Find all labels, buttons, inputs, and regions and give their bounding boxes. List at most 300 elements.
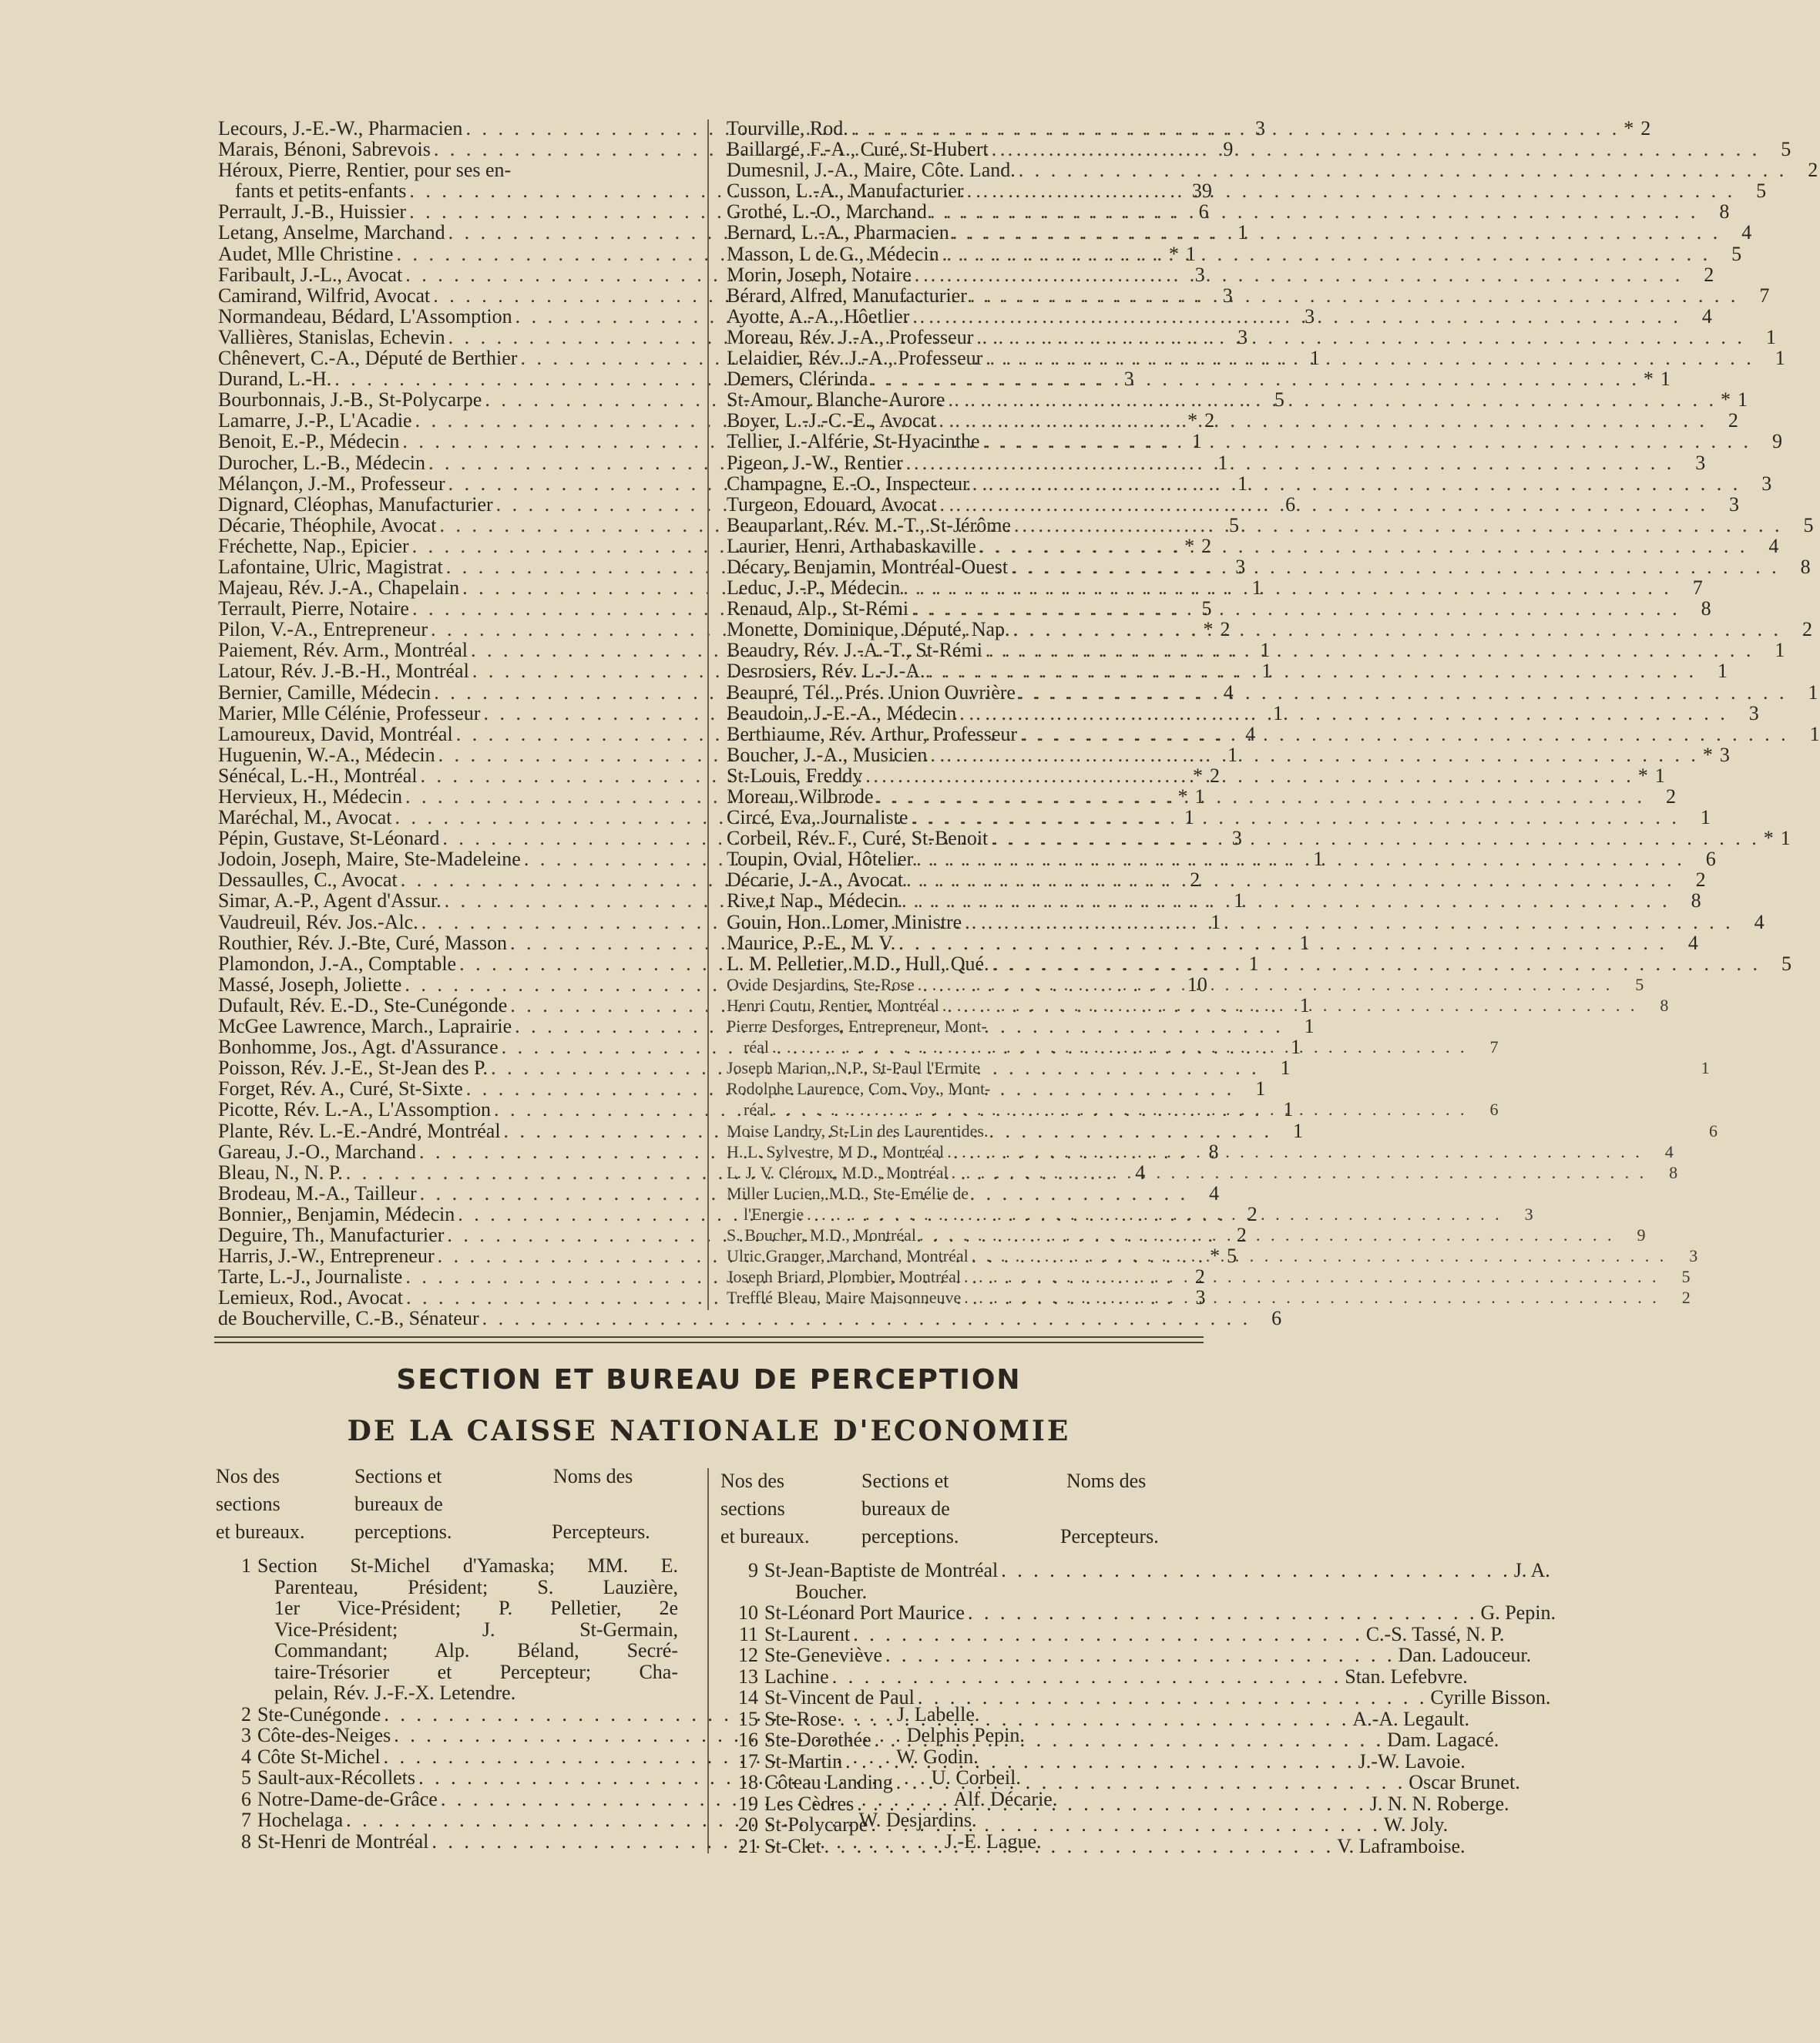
leader-dots: [982, 640, 1758, 660]
leader-dots: [989, 953, 1765, 974]
col-head-line: bureaux de: [861, 1497, 950, 1520]
entry-name: Camirand, Wilfrid, Avocat: [218, 284, 431, 307]
entry-name: Plamondon, J.-A., Comptable: [218, 952, 457, 975]
leader-dots: [949, 222, 1724, 243]
entry-name: Henri Coutu, Rentier, Montréal: [727, 995, 939, 1015]
perception-number: 10: [738, 1601, 758, 1624]
entry-star: *: [1624, 117, 1634, 139]
col-head-line: Sections et: [354, 1465, 442, 1487]
entry-name: Perrault, J.-B., Huissier: [218, 200, 407, 223]
leader-dots: [965, 1602, 1481, 1624]
perception-item: [730, 1707, 1470, 1730]
entry-number: 3: [1761, 472, 1772, 495]
entry-name: Pigeon, J.-W., Rentier: [727, 451, 903, 474]
perception-item-line: [223, 1555, 678, 1577]
perception-item-line: [223, 1577, 678, 1598]
entry-name: Beaudoin, J.-E.-A., Médecin: [727, 701, 957, 724]
entry-name: réal: [744, 1100, 769, 1120]
col-head-line: et bureaux.: [216, 1520, 305, 1543]
entry-star: *: [1177, 785, 1188, 808]
entry-name: Maréchal, M., Avocat: [218, 806, 392, 829]
list-item: [727, 1078, 1198, 1099]
percepteur-name: W. Godin.: [896, 1745, 979, 1768]
entry-star: *: [1184, 534, 1195, 557]
leader-dots: [842, 1751, 1358, 1773]
leader-dots: [874, 786, 1649, 807]
entry-name: Ayotte, A.-A., Hôetlier: [727, 304, 910, 328]
entry-name: Lecours, J.-E.-W., Pharmacien: [218, 117, 463, 139]
entry-name: Ovide Desjardins, Ste-Rose: [727, 974, 915, 994]
leader-dots: [1011, 515, 1786, 536]
col-head-line: Nos des: [216, 1465, 280, 1487]
leader-dots: [969, 1245, 1671, 1266]
section-place: Notre-Dame-de-Grâce: [257, 1787, 438, 1810]
list-item: [727, 618, 1813, 641]
list-item: [727, 117, 1651, 139]
perception-item: [730, 1644, 1532, 1666]
entry-name: St-Amour, Blanche-Aurore: [727, 388, 945, 412]
section-place: St-Clet: [764, 1834, 821, 1857]
entry-number: 2: [1704, 263, 1714, 286]
entry-number: 6: [1705, 848, 1716, 871]
entry-name: Vallières, Stanislas, Echevin: [218, 325, 445, 348]
entry-number: 4: [1768, 534, 1779, 557]
list-item: [727, 534, 1779, 557]
entry-star: *: [1720, 388, 1731, 412]
entry-name: Latour, Rév. J.-B.-H., Montréal: [218, 660, 469, 683]
entry-number: 8: [1669, 1162, 1678, 1182]
list-item: [727, 806, 1711, 829]
perception-text: [764, 1793, 1509, 1815]
perception-number: 7: [241, 1809, 251, 1831]
list-item: [727, 931, 1698, 954]
entry-name: Tourville, Rod.: [727, 117, 848, 139]
list-item: [727, 869, 1706, 892]
percepteur-name: J.-E. Lague.: [944, 1830, 1042, 1853]
entry-name: Demers, Clérinda: [727, 368, 868, 391]
entry-number: 1: [1280, 1057, 1291, 1080]
perception-text: Commandant; Alp. Béland, Secré-: [274, 1639, 678, 1662]
entry-name: Dumesnil, J.-A., Maire, Côte. Land.: [727, 159, 1016, 182]
entry-number: 5: [1201, 597, 1212, 620]
entry-number: 2: [1808, 159, 1818, 182]
section-subtitle: DE LA CAISSE NATIONALE D'ECONOMIE: [347, 1415, 1071, 1447]
list-item: [727, 368, 1671, 391]
entry-number: 4: [1245, 722, 1256, 745]
leader-dots: [1008, 556, 1783, 577]
entry-number: 3: [1194, 263, 1205, 286]
col-head-line: sections: [216, 1493, 280, 1515]
perception-text: [764, 1772, 1520, 1793]
entry-name: Renaud, Alp., St-Rémi: [727, 597, 909, 620]
col-head-line: sections: [720, 1497, 785, 1520]
list-item: [727, 974, 1644, 995]
entry-number: 1: [1291, 1036, 1301, 1059]
entry-name: Picotte, Rév. L.-A., L'Assomption: [218, 1098, 491, 1121]
leader-dots: [925, 660, 1701, 681]
list-item: [727, 304, 1712, 328]
entry-name: Bonnier,, Benjamin, Médecin: [218, 1202, 455, 1225]
list-item: [727, 660, 1728, 683]
entry-number: 5: [1228, 513, 1239, 536]
list-item: [727, 952, 1792, 975]
entry-name: Moreau, Rév. J.-A., Professeur: [727, 325, 974, 348]
list-item: [727, 492, 1739, 516]
entry-number: 1: [1211, 910, 1221, 933]
entry-number: 7: [1489, 1037, 1499, 1057]
leader-dots: [949, 1162, 1650, 1183]
list-item: [727, 263, 1714, 286]
entry-star: *: [1702, 743, 1713, 766]
entry-name: Pilon, V.-A., Entrepreneur: [218, 618, 428, 641]
list-item: [727, 1287, 1691, 1308]
entry-name: Mélançon, J.-M., Professeur: [218, 472, 445, 495]
entry-number: 10: [1187, 973, 1207, 996]
leader-dots: [988, 828, 1763, 848]
perception-number: 1: [241, 1554, 251, 1577]
entry-number: 6: [1489, 1100, 1499, 1120]
entry-name: Lamarre, J.-P., L'Acadie: [218, 409, 412, 432]
leader-dots: [868, 1814, 1384, 1836]
entry-number: 1: [1248, 952, 1259, 975]
entry-number: 5: [1756, 180, 1767, 203]
col-head-line: bureaux de: [354, 1493, 443, 1515]
entry-name: Durand, L.-H.: [218, 368, 332, 391]
entry-name: fants et petits-enfants: [235, 180, 407, 203]
section-place: St-Jean-Baptiste de Montréal: [764, 1559, 999, 1581]
section-place: St-Vincent de Paul: [764, 1686, 915, 1709]
perception-text: [764, 1645, 1531, 1666]
entry-number: 3: [1123, 368, 1134, 391]
perception-text: [764, 1751, 1466, 1773]
entry-number: 1: [1227, 743, 1238, 766]
entry-number: 1: [1700, 806, 1711, 829]
leader-dots: [927, 744, 1702, 765]
list-item: [218, 160, 688, 180]
entry-name: Jodoin, Joseph, Maire, Ste-Madeleine: [218, 848, 521, 871]
leader-dots: [915, 1687, 1431, 1709]
entry-star: *: [1203, 618, 1214, 641]
percepteur-name: V. Laframboise.: [1337, 1834, 1466, 1857]
entry-name: Masson, L de G., Médecin: [727, 242, 939, 265]
entry-name: Forget, Rév. A., Curé, St-Sixte: [218, 1077, 463, 1100]
list-item: [727, 1183, 1198, 1204]
entry-name: Dufault, Rév. E.-D., Ste-Cunégonde: [218, 993, 508, 1016]
section-place: Les Cèdres: [764, 1792, 855, 1815]
leader-dots: [882, 1645, 1399, 1666]
col-head-line: Nos des: [720, 1470, 785, 1492]
perception-number: 9: [748, 1559, 758, 1581]
entry-name: réal: [744, 1037, 769, 1057]
entry-number: 1: [1660, 368, 1671, 391]
leader-dots: [967, 285, 1742, 306]
list-item: [727, 472, 1772, 495]
entry-name: Pierre Desforges, Entrepreneur, Mont-: [727, 1016, 987, 1037]
list-item: [727, 848, 1716, 871]
perception-text: Vice-Président; J. St-Germain,: [274, 1618, 678, 1641]
perception-text: [764, 1729, 1499, 1751]
leader-dots: [900, 577, 1675, 598]
perception-number: 21: [738, 1834, 758, 1857]
entry-number: 3: [1195, 1286, 1206, 1309]
perception-item-line: [223, 1662, 678, 1683]
double-rule-bottom: [214, 1342, 1204, 1343]
leader-dots: [989, 139, 1764, 160]
entry-name: Dessaulles, C., Avocat: [218, 869, 398, 892]
entry-name: St-Louis, Freddy: [727, 764, 863, 787]
entry-name: Turgeon, Edouard, Avocat: [727, 492, 937, 516]
entry-name: Bérard, Alfred, Manufacturier: [727, 284, 967, 307]
entry-name: Décarie, Théophile, Avocat: [218, 513, 437, 536]
entry-name: Routhier, Rév. J.-Bte, Curé, Masson: [218, 931, 507, 954]
entry-number: 2: [1802, 618, 1813, 641]
entry-number: 1: [1237, 221, 1248, 244]
leader-dots: [850, 1624, 1366, 1645]
entry-name: Gareau, J.-O., Marchand: [218, 1140, 417, 1163]
entry-name: Lafontaine, Ulric, Magistrat: [218, 555, 443, 578]
entry-name: Champagne, E.-O., Inspecteur: [727, 472, 969, 495]
entry-name: Majeau, Rév. J.-A., Chapelain: [218, 576, 460, 600]
entry-name: Poisson, Rév. J.-E., St-Jean des P.: [218, 1057, 489, 1080]
leader-dots: [1016, 682, 1791, 703]
entry-number: 1: [1237, 472, 1248, 495]
perception-number: 8: [241, 1830, 251, 1853]
entry-number: 2: [1190, 869, 1200, 892]
leader-dots: [944, 1141, 1646, 1162]
entry-number: 9: [1772, 430, 1783, 453]
percepteur-name: A.-A. Legault.: [1352, 1707, 1470, 1730]
list-item: [727, 242, 1742, 265]
entry-name: Miller Lucien, M.D., Ste-Emélie de: [727, 1183, 969, 1203]
leader-dots: [927, 201, 1702, 222]
leader-dots: [821, 1836, 1338, 1857]
section-place: Côte-des-Neiges: [257, 1724, 391, 1746]
entry-number: 4: [1209, 1181, 1220, 1205]
entry-name: Décarie, J.-A., Avocat: [727, 869, 904, 892]
entry-name: Sénécal, L.-H., Montréal: [218, 764, 418, 787]
leader-dots: [935, 410, 1711, 431]
perception-item-line: [223, 1640, 678, 1662]
entry-name: Beaupré, Tél., Prés. Union Ouvrière: [727, 680, 1016, 704]
perception-text: [764, 1624, 1504, 1645]
entry-number: 3: [1719, 743, 1730, 766]
entry-name: Chênevert, C.-A., Député de Berthier: [218, 347, 518, 370]
perception-number: 15: [738, 1707, 758, 1730]
leader-dots: [893, 1772, 1409, 1793]
entry-number: 5: [1681, 1267, 1691, 1287]
entry-name: Joseph Briard, Plombier, Montréal: [727, 1267, 962, 1287]
percepteur-name: Oscar Brunet.: [1409, 1771, 1520, 1793]
entry-name: Grothé, L.-O., Marchand: [727, 200, 927, 223]
section-title: SECTION ET BUREAU DE PERCEPTION: [396, 1364, 1022, 1396]
entry-star: *: [1643, 368, 1654, 391]
entry-star: *: [1637, 764, 1648, 787]
entry-number: 5: [1274, 388, 1284, 412]
perception-text: [764, 1560, 1550, 1581]
entry-number: 4: [1754, 910, 1765, 933]
perception-number: 11: [738, 1622, 758, 1645]
entry-name: Simar, A.-P., Agent d'Assur.: [218, 889, 442, 912]
entry-number: 5: [1781, 952, 1792, 975]
perception-number: 14: [738, 1686, 758, 1709]
leader-dots: [939, 244, 1714, 264]
entry-number: 2: [1236, 1223, 1247, 1246]
section-place: St-Léonard Port Maurice: [764, 1601, 965, 1624]
perception-item: [730, 1813, 1449, 1836]
col-head-line: Sections et: [861, 1470, 949, 1492]
perception-item: [730, 1559, 1550, 1581]
entry-name: S. Boucher, M.D., Montréal: [727, 1225, 916, 1245]
perception-text: pelain, Rév. J.-F.-X. Letendre.: [274, 1682, 516, 1704]
entry-name: l'Energie: [744, 1204, 804, 1224]
perception-item: [730, 1601, 1556, 1624]
col-head-line: Noms des: [1066, 1470, 1147, 1492]
entry-number: 1: [1299, 993, 1310, 1016]
percepteur-name: J. N. N. Roberge.: [1369, 1792, 1509, 1815]
entry-name: Desrosiers, Rév. L.-J.-A.: [727, 660, 925, 683]
list-item: [727, 1225, 1646, 1245]
entry-name: Fréchette, Nap., Epicier: [218, 534, 409, 557]
percepteur-name: U. Corbeil.: [931, 1766, 1021, 1789]
entry-number: 2: [1204, 409, 1215, 432]
entry-name: Berthiaume, Rév. Arthur, Professeur: [727, 722, 1018, 745]
entry-number: 5: [1803, 513, 1814, 536]
section-place: St-Laurent: [764, 1622, 851, 1645]
perception-number: 5: [241, 1766, 251, 1789]
entry-number: 8: [1719, 200, 1730, 223]
list-item: [727, 513, 1814, 536]
list-item: [727, 827, 1791, 850]
list-item: [727, 347, 1785, 370]
percepteur-name: W. Joly.: [1383, 1813, 1449, 1836]
entry-name: Plante, Rév. L.-E.-André, Montréal: [218, 1119, 501, 1142]
entry-name: Circé, Eva, Journaliste: [727, 806, 908, 829]
perception-text: [764, 1814, 1448, 1836]
entry-number: 4: [1687, 931, 1698, 954]
entry-name: Beauparlant, Rév. M.-T., St-Jérôme: [727, 513, 1011, 536]
double-rule-top: [214, 1336, 1204, 1338]
section-place: Côte St-Michel: [257, 1745, 381, 1768]
perception-item: [730, 1749, 1466, 1773]
list-item: [727, 451, 1706, 474]
entry-name: Moise Landry, St-Lin des Laurentides.: [727, 1121, 989, 1141]
entry-number: 1: [1191, 430, 1202, 453]
leader-dots: [769, 1037, 1471, 1057]
entry-name: Brodeau, M.-A., Tailleur: [218, 1181, 417, 1205]
leader-dots: [1016, 160, 1791, 180]
entry-name: Benoit, E.-P., Médecin: [218, 430, 400, 453]
entry-star: *: [1192, 764, 1203, 787]
entry-number: 1: [1185, 242, 1196, 265]
entry-number: 1: [1304, 1015, 1315, 1038]
entry-number: 1: [1737, 388, 1748, 412]
entry-name: McGee Lawrence, March., Laprairie: [218, 1015, 512, 1038]
entry-number: 8: [1800, 555, 1811, 578]
list-item: [727, 1204, 1533, 1225]
list-item: [727, 1099, 1499, 1120]
entry-name: Pépin, Gustave, St-Léonard: [218, 827, 440, 850]
entry-number: 1: [1217, 451, 1228, 474]
col-head-line: Noms des: [553, 1465, 633, 1487]
perception-item-line: [223, 1682, 678, 1704]
perception-text: [764, 1687, 1550, 1709]
list-item: [727, 1016, 1198, 1037]
entry-name: Deguire, Th., Manufacturier: [218, 1223, 445, 1246]
leader-dots: [980, 431, 1755, 452]
perception-item: [730, 1665, 1468, 1688]
perception-text: 1er Vice-Président; P. Pelletier, 2e: [274, 1597, 678, 1619]
entry-name: Tarte, L.-J., Journaliste: [218, 1265, 403, 1289]
perception-text: taire-Trésorier et Percepteur; Cha-: [274, 1660, 678, 1683]
perception-number: 4: [241, 1745, 251, 1768]
entry-number: 1: [1194, 785, 1205, 808]
section-place: Ste-Rose: [764, 1707, 837, 1730]
leader-dots: [903, 869, 1678, 890]
leader-dots: [939, 995, 1641, 1016]
list-item: [727, 701, 1759, 724]
perception-item: [730, 1729, 1499, 1751]
entry-number: 6: [1198, 200, 1209, 223]
entry-number: 1: [1780, 827, 1791, 850]
perception-number: 16: [738, 1729, 758, 1751]
entry-number: 3: [1748, 701, 1759, 724]
entry-name: Marais, Bénoni, Sabrevois: [218, 138, 431, 161]
leader-dots: [969, 473, 1744, 494]
list-item: [727, 430, 1783, 453]
perception-list-right: [730, 1559, 1556, 1857]
list-item: [727, 785, 1677, 808]
perception-number: 20: [738, 1813, 758, 1836]
entry-name: de Boucherville, C.-B., Sénateur: [218, 1307, 479, 1330]
entry-number: 3: [1729, 492, 1739, 516]
entry-name: Faribault, J.-L., Avocat: [218, 263, 403, 286]
entry-number: 3: [1237, 325, 1248, 348]
list-item: [727, 138, 1791, 161]
perception-number: 13: [738, 1665, 758, 1688]
list-item: [727, 910, 1765, 933]
entry-name: Rive,t Nap., Médecin: [727, 889, 899, 912]
percepteur-name: Boucher.: [795, 1580, 868, 1603]
entry-name: Boucher, J.-A., Musicien: [727, 743, 928, 766]
section-place: Ste-Dorothée: [764, 1729, 871, 1751]
percepteur-name: J.-W. Lavoie.: [1358, 1749, 1466, 1773]
percepteur-name: Dam. Lagacé.: [1387, 1729, 1499, 1751]
perception-text: Section St-Michel d'Yamaska; MM. E.: [257, 1554, 678, 1577]
entry-name: Bourbonnais, J.-B., St-Polycarpe: [218, 388, 482, 412]
leader-dots: [982, 348, 1758, 368]
entry-name: Bonhomme, Jos., Agt. d'Assurance: [218, 1036, 499, 1059]
list-item: [727, 221, 1752, 244]
col-head-line: Percepteurs.: [552, 1520, 650, 1543]
entry-number: 5: [1227, 1245, 1237, 1268]
list-item: [727, 555, 1811, 578]
list-item: [218, 1307, 1282, 1330]
entry-name: Dignard, Cléophas, Manufacturier: [218, 492, 493, 516]
section-place: Ste-Cunégonde: [257, 1702, 381, 1725]
entry-number: 5: [1781, 138, 1791, 161]
section-place: St-Polycarpe: [764, 1813, 868, 1836]
leader-dots: [868, 368, 1643, 389]
list-item: [727, 576, 1703, 600]
leader-dots: [961, 1287, 1663, 1308]
list-item: [727, 409, 1738, 432]
entry-number: 3: [1254, 117, 1265, 139]
entry-star: *: [1210, 1245, 1221, 1268]
entry-name: Laurier, Henri, Arthabaskaville: [727, 534, 976, 557]
percepteur-name: W. Desjardins.: [858, 1809, 977, 1831]
entry-number: 1: [1255, 1077, 1266, 1100]
perception-text: [764, 1602, 1556, 1624]
